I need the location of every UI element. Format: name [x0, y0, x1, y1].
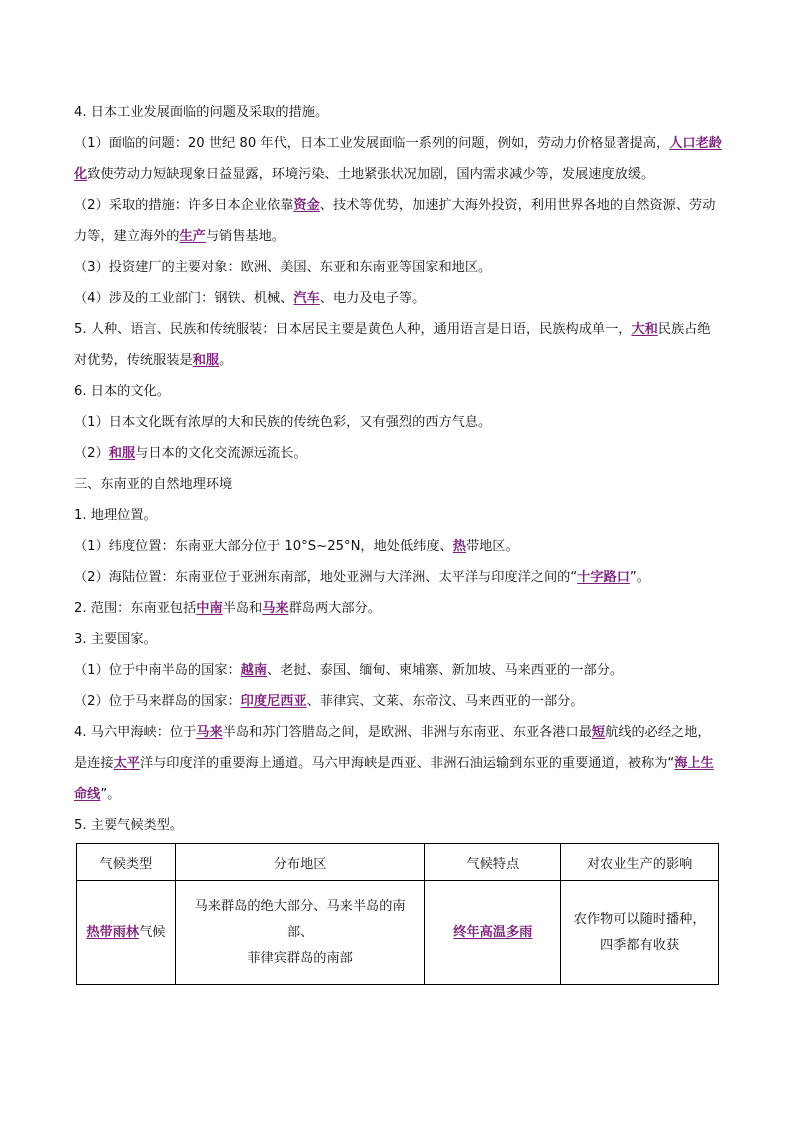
highlight-term: 马来 — [262, 601, 289, 616]
part-3-3-item-2 — [74, 686, 722, 717]
text: 洋与印度洋的重要海上通道。马六甲海峡是西亚、非洲石油运输到东亚的重要通道，被称为“ — [139, 756, 675, 771]
part-3-2 — [74, 593, 722, 624]
highlight-term: 马来 — [196, 725, 223, 740]
text: 群岛两大部分。 — [288, 601, 381, 616]
text: 气候 — [139, 924, 166, 940]
part-3-3-title: 3. 主要国家。 — [74, 632, 157, 647]
text: 4. 马六甲海峡：位于 — [74, 725, 197, 740]
highlight-term: 汽车 — [293, 291, 320, 306]
highlight-term: 印度尼西亚 — [240, 694, 307, 709]
text: 、菲律宾、文莱、东帝汶、马来西亚的一部分。 — [306, 694, 584, 709]
text: （2）海陆位置：东南亚位于亚洲东南部，地处亚洲与大洋洲、太平洋与印度洋之间的“ — [74, 570, 578, 585]
section-4-item-2 — [74, 190, 722, 252]
section-6-title: 6. 日本的文化。 — [74, 384, 170, 399]
text: （2）采取的措施：许多日本企业依靠 — [74, 198, 294, 213]
text: 与日本的文化交流源远流长。 — [135, 446, 307, 461]
text: （1）面临的问题：20 世纪 80 年代，日本工业发展面临一系列的问题，例如，劳动力价格显著提高， — [74, 136, 670, 151]
table-header-row — [77, 844, 719, 881]
text: ”。 — [100, 787, 121, 802]
text: 带地区。 — [465, 539, 519, 554]
cell-climate-type — [77, 881, 176, 985]
section-6-item-2 — [74, 438, 722, 469]
table-row — [77, 881, 719, 985]
cell-climate-feature — [425, 881, 561, 985]
highlight-term: 中南 — [196, 601, 223, 616]
text: 、老挝、泰国、缅甸、柬埔寨、新加坡、马来西亚的一部分。 — [267, 663, 624, 678]
cell-distribution — [175, 881, 425, 985]
text: 。 — [219, 353, 233, 368]
header-climate-type: 气候类型 — [77, 844, 176, 881]
header-distribution: 分布地区 — [175, 844, 425, 881]
climate-table — [76, 843, 719, 985]
text: （2）位于马来群岛的国家： — [74, 694, 241, 709]
cell-agri-impact — [561, 881, 719, 985]
header-climate-feature: 气候特点 — [425, 844, 561, 881]
part-3-heading: 三、东南亚的自然地理环境 — [74, 477, 233, 492]
highlight-term: 资金 — [293, 198, 320, 213]
text: 5. 人种、语言、民族和传统服装：日本居民主要是黄色人种，通用语言是日语，民族构成单一， — [74, 322, 632, 337]
text: 民族占绝对优势，传统服装是 — [74, 322, 711, 368]
text: 半岛和 — [222, 601, 263, 616]
highlight-term: 生产 — [179, 229, 206, 244]
highlight-term: 短 — [591, 725, 606, 740]
part-3-1-title: 1. 地理位置。 — [74, 508, 157, 523]
highlight-term: 终年高温多雨 — [453, 924, 533, 940]
highlight-term: 太平 — [113, 756, 140, 771]
highlight-term: 越南 — [240, 663, 268, 678]
part-3-1-item-2 — [74, 562, 722, 593]
part-3-3-item-1 — [74, 655, 722, 686]
highlight-term: 大和 — [631, 322, 658, 337]
text: 与销售基地。 — [205, 229, 285, 244]
text: 菲律宾群岛的南部 — [247, 950, 353, 966]
text: 农作物可以随时播种， — [573, 911, 706, 927]
text: （2） — [74, 446, 109, 461]
highlight-term: 和服 — [192, 353, 220, 368]
section-6-item-1: （1）日本文化既有浓厚的大和民族的传统色彩，又有强烈的西方气息。 — [74, 415, 492, 430]
text: 四季都有收获 — [600, 937, 680, 953]
highlight-term: 热 — [452, 539, 466, 554]
section-4-item-4 — [74, 283, 722, 314]
text: （4）涉及的工业部门：钢铁、机械、 — [74, 291, 294, 306]
highlight-term: 热带雨林 — [86, 924, 140, 940]
header-agri-impact: 对农业生产的影响 — [561, 844, 719, 881]
text: 马来群岛的绝大部分、马来半岛的南部、 — [194, 898, 406, 940]
text: 2. 范围：东南亚包括 — [74, 601, 197, 616]
section-4-item-1 — [74, 128, 722, 190]
section-4-item-3: （3）投资建厂的主要对象：欧洲、美国、东亚和东南亚等国家和地区。 — [74, 260, 492, 275]
text: 半岛和苏门答腊岛之间，是欧洲、非洲与东南亚、东亚各港口最 — [222, 725, 592, 740]
highlight-term: 和服 — [108, 446, 136, 461]
text: 致使劳动力短缺现象日益显露，环境污染、土地紧张状况加剧，国内需求减少等，发展速度放缓。 — [87, 167, 655, 182]
text: 航线的必经之地，是连接 — [74, 725, 711, 771]
text: 、技术等优势，加速扩大海外投资，利用世界各地的自然资源、劳动力等，建立海外的 — [74, 198, 716, 244]
section-5 — [74, 314, 722, 376]
text: （1）纬度位置：东南亚大部分位于 10°S~25°N，地处低纬度、 — [74, 539, 453, 554]
highlight-term: 十字路口 — [577, 570, 630, 585]
highlight-term: 人口老龄化 — [74, 136, 722, 182]
document-body — [74, 97, 722, 841]
text: 、电力及电子等。 — [319, 291, 426, 306]
part-3-4 — [74, 717, 722, 810]
part-3-1-item-1 — [74, 531, 722, 562]
section-4-title: 4. 日本工业发展面临的问题及采取的措施。 — [74, 105, 329, 120]
part-3-5-title: 5. 主要气候类型。 — [74, 818, 184, 833]
highlight-term: 海上生命线 — [74, 756, 714, 802]
text: ”。 — [629, 570, 650, 585]
text: （1）位于中南半岛的国家： — [74, 663, 241, 678]
